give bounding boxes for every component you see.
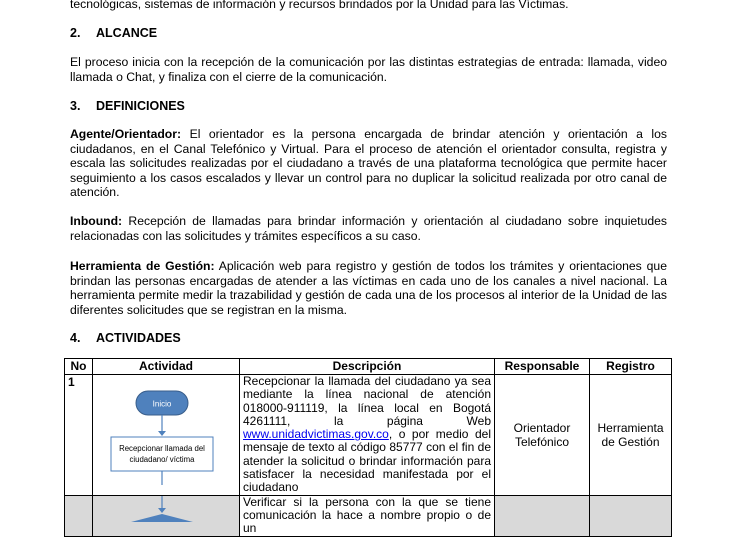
section-title: DEFINICIONES — [96, 99, 185, 113]
section-heading-definiciones — [70, 99, 185, 113]
definition-text: Aplicación web para registro y gestión de todos los trámites y orientaciones que brindan las personas encargadas de atender a las víctimas en cada uno de los canales a nivel nacional. La herramienta permite medir la trazabilidad y gestión de cada una de los procesos al interior de la Unidad de las diferentes solicitudes que se registran en la misma. — [70, 259, 667, 317]
section-number: 3. — [70, 99, 81, 113]
section-heading-actividades — [70, 331, 181, 345]
definition-text: El orientador es la persona encargada de brindar atención y orientación a los ciudadanos, en el Canal Telefónico y Virtual. Para el proceso de atención el orientador consulta, registra y escala las solicitudes realizadas por el ciudadano a través de una plataforma tecnológica que permite hacer seguimiento a los casos escalados y llevar un control para no duplicar la solicitud realizada por otro canal de atención. — [70, 127, 667, 200]
table-row — [65, 375, 672, 496]
definition-term: Inbound: — [70, 214, 123, 228]
activity-responsable: Orientador Telefónico — [495, 375, 590, 496]
col-header-no: No — [65, 359, 93, 375]
activity-registro: Herramienta de Gestión — [590, 375, 672, 496]
row-number — [65, 495, 93, 536]
definition-term: Herramienta de Gestión: — [70, 259, 215, 273]
activity-responsable — [495, 495, 590, 536]
col-header-actividad: Actividad — [93, 359, 240, 375]
flow-process-box — [111, 437, 213, 471]
flow-decision-diamond — [131, 514, 193, 522]
section-number: 2. — [70, 26, 81, 40]
activity-description — [240, 375, 495, 496]
section-heading-alcance — [70, 26, 157, 40]
arrowhead-icon — [158, 431, 166, 436]
alcance-paragraph: El proceso inicia con la recepción de la comunicación por las distintas estrategias de entrada: llamada, video llamada o Chat, y finaliza con el cierre de la comunicación. — [70, 55, 667, 84]
col-header-registro: Registro — [590, 359, 672, 375]
description-text: , o por medio del mensaje de texto al código 85777 con el fin de atender la solicitud o brindar información para satisfacer la necesidad manifestada por el ciudadano — [243, 427, 491, 495]
unidad-victimas-link[interactable]: www.unidadvictimas.gov.co — [243, 427, 389, 442]
col-header-responsable: Responsable — [495, 359, 590, 375]
description-text: Recepcionar la llamada del ciudadano ya sea mediante la línea nacional de atención 018000-911119, la línea local en Bogotá 4261111, la página Web — [243, 374, 491, 428]
activity-flow-cell — [93, 495, 240, 536]
flow-process-label-line1: Recepcionar llamada del — [119, 444, 205, 453]
row-number: 1 — [65, 375, 93, 496]
section-title: ALCANCE — [96, 26, 158, 40]
activity-registro — [590, 495, 672, 536]
definition-text: Recepción de llamadas para brindar información y orientación al ciudadano sobre inquietudes relacionadas con las solicitudes y trámites específicos a su caso. — [70, 214, 667, 243]
arrowhead-icon — [158, 508, 166, 513]
activity-flow-cell — [93, 375, 240, 496]
intro-paragraph-tail: tecnológicas, sistemas de información y recursos brindados por la Unidad para las Víctimas. — [70, 0, 569, 11]
definition-agente — [70, 127, 667, 200]
definition-term: Agente/Orientador: — [70, 127, 182, 141]
flow-start-label: Inicio — [152, 399, 172, 409]
activity-description: Verificar si la persona con la que se tiene comunicación la hace a nombre propio o de un — [240, 495, 495, 536]
table-header-row — [65, 359, 672, 375]
table-row — [65, 495, 672, 536]
section-title: ACTIVIDADES — [96, 331, 181, 345]
flow-process-label-line2: ciudadano/ víctima — [129, 455, 195, 464]
definition-herramienta — [70, 259, 667, 317]
flowchart-diagram — [93, 375, 239, 485]
activities-table — [64, 358, 672, 537]
definition-inbound — [70, 214, 667, 243]
col-header-descripcion: Descripción — [240, 359, 495, 375]
section-number: 4. — [70, 331, 81, 345]
